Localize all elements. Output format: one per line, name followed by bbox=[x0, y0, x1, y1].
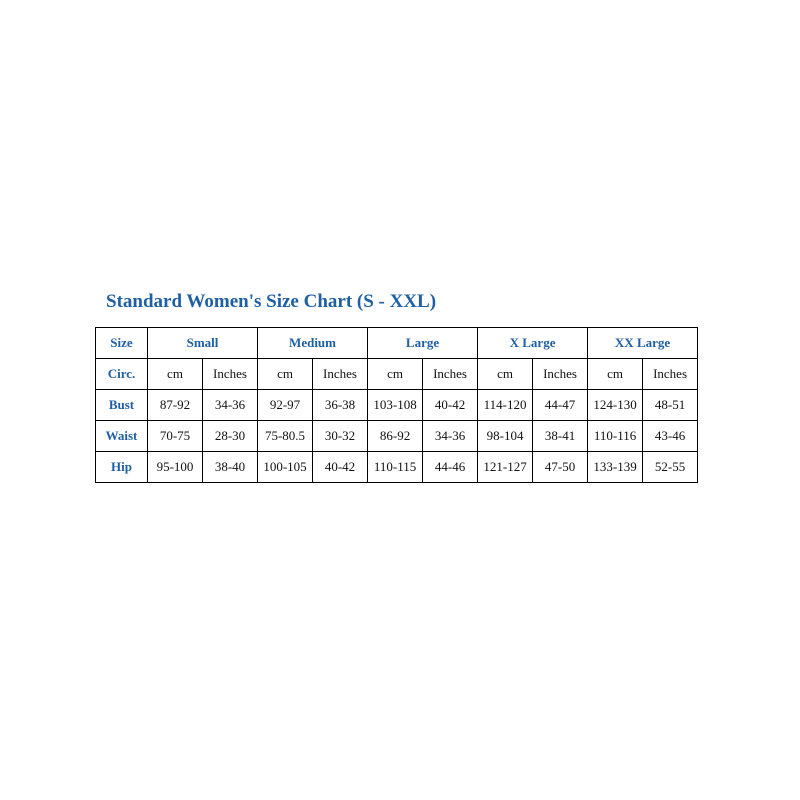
table-cell: 36-38 bbox=[313, 390, 368, 421]
circ-header-cell: Circ. bbox=[96, 359, 148, 390]
table-cell: 86-92 bbox=[368, 421, 423, 452]
row-label-hip: Hip bbox=[96, 452, 148, 483]
chart-title: Standard Women's Size Chart (S - XXL) bbox=[106, 291, 437, 312]
table-cell: 34-36 bbox=[423, 421, 478, 452]
unit-inches-cell: Inches bbox=[313, 359, 368, 390]
unit-cm-cell: cm bbox=[148, 359, 203, 390]
table-cell: 47-50 bbox=[533, 452, 588, 483]
size-large-header: Large bbox=[368, 328, 478, 359]
unit-cm-cell: cm bbox=[368, 359, 423, 390]
table-cell: 48-51 bbox=[643, 390, 698, 421]
table-cell: 114-120 bbox=[478, 390, 533, 421]
table-cell: 34-36 bbox=[203, 390, 258, 421]
table-cell: 124-130 bbox=[588, 390, 643, 421]
table-cell: 43-46 bbox=[643, 421, 698, 452]
unit-inches-cell: Inches bbox=[533, 359, 588, 390]
unit-inches-cell: Inches bbox=[423, 359, 478, 390]
table-cell: 38-40 bbox=[203, 452, 258, 483]
table-cell: 52-55 bbox=[643, 452, 698, 483]
table-row-bust bbox=[96, 390, 698, 421]
table-cell: 38-41 bbox=[533, 421, 588, 452]
table-cell: 103-108 bbox=[368, 390, 423, 421]
size-header-cell: Size bbox=[96, 328, 148, 359]
table-cell: 95-100 bbox=[148, 452, 203, 483]
table-cell: 70-75 bbox=[148, 421, 203, 452]
table-cell: 92-97 bbox=[258, 390, 313, 421]
size-xlarge-header: X Large bbox=[478, 328, 588, 359]
unit-cm-cell: cm bbox=[588, 359, 643, 390]
table-row-hip bbox=[96, 452, 698, 483]
table-cell: 100-105 bbox=[258, 452, 313, 483]
table-cell: 44-47 bbox=[533, 390, 588, 421]
table-cell: 98-104 bbox=[478, 421, 533, 452]
table-cell: 121-127 bbox=[478, 452, 533, 483]
unit-cm-cell: cm bbox=[478, 359, 533, 390]
table-cell: 87-92 bbox=[148, 390, 203, 421]
table-cell: 40-42 bbox=[313, 452, 368, 483]
unit-inches-cell: Inches bbox=[203, 359, 258, 390]
unit-inches-cell: Inches bbox=[643, 359, 698, 390]
size-chart-table bbox=[95, 327, 698, 483]
table-cell: 30-32 bbox=[313, 421, 368, 452]
size-xxlarge-header: XX Large bbox=[588, 328, 698, 359]
table-cell: 133-139 bbox=[588, 452, 643, 483]
table-row-waist bbox=[96, 421, 698, 452]
table-cell: 110-115 bbox=[368, 452, 423, 483]
size-header-row bbox=[96, 328, 698, 359]
table-cell: 75-80.5 bbox=[258, 421, 313, 452]
table-cell: 110-116 bbox=[588, 421, 643, 452]
unit-cm-cell: cm bbox=[258, 359, 313, 390]
table-cell: 28-30 bbox=[203, 421, 258, 452]
row-label-waist: Waist bbox=[96, 421, 148, 452]
row-label-bust: Bust bbox=[96, 390, 148, 421]
table-cell: 44-46 bbox=[423, 452, 478, 483]
unit-header-row bbox=[96, 359, 698, 390]
size-medium-header: Medium bbox=[258, 328, 368, 359]
table-cell: 40-42 bbox=[423, 390, 478, 421]
size-small-header: Small bbox=[148, 328, 258, 359]
